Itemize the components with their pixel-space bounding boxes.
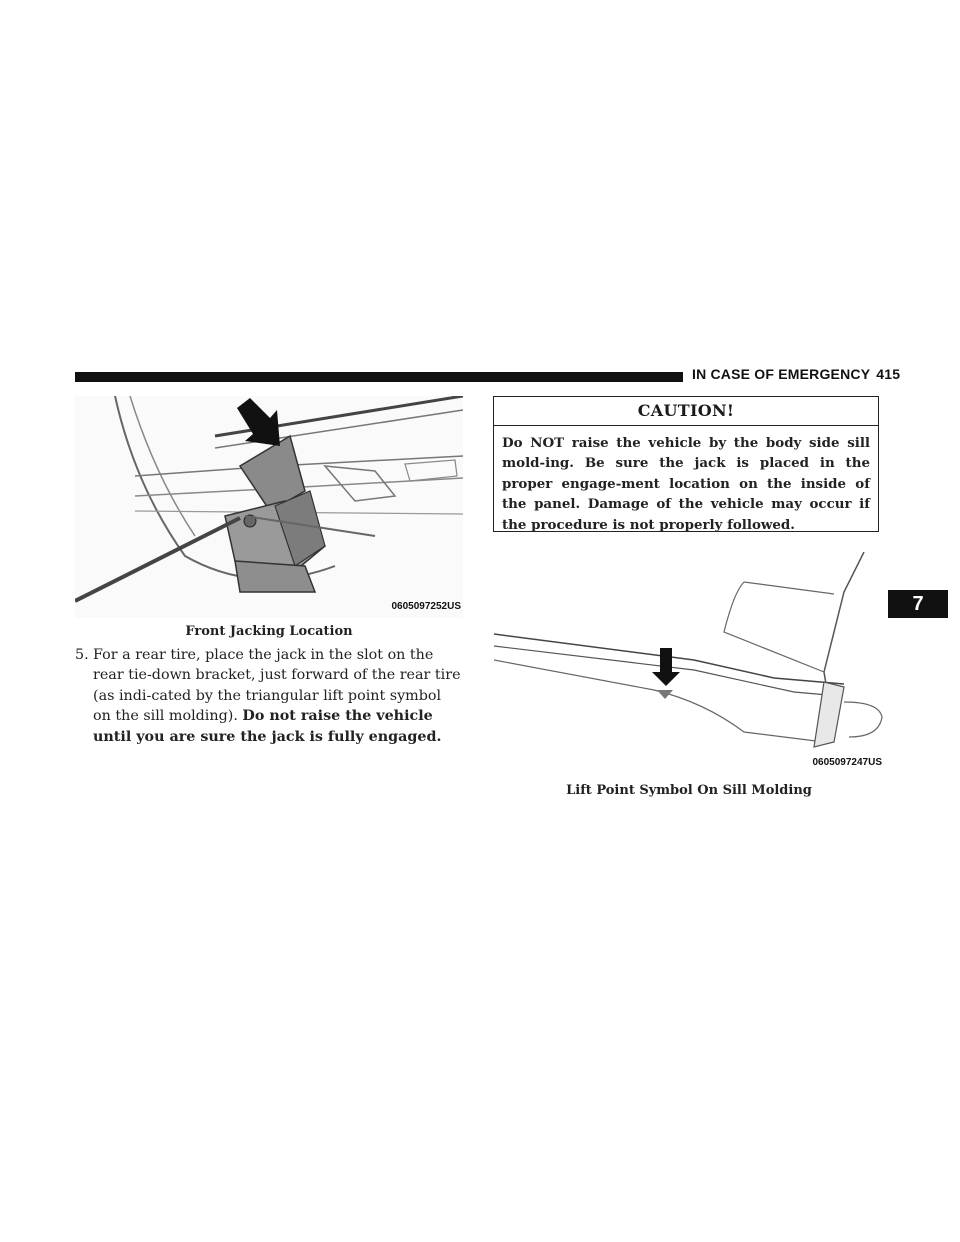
figure-code: 0605097247US [812,757,882,768]
running-header [692,366,901,382]
header-rule [75,372,683,382]
chapter-tab: 7 [888,590,948,618]
front-jacking-illustration [75,396,463,618]
caution-title: CAUTION! [494,397,878,426]
step-warning-text: Do not raise the vehicle until you are sure the jack is fully engaged. [93,708,442,745]
front-jacking-figure [75,396,463,618]
step-text: For a rear tire, place the jack in the slot on the rear tie-down bracket, just forward of the rear tire (as indi-cated by the triangular lift point symbol on the sill molding). [93,647,461,725]
lift-point-figure [494,552,884,774]
figure-code: 0605097252US [391,601,461,612]
step-5 [75,645,463,747]
lift-point-illustration [494,552,884,774]
section-title: IN CASE OF EMERGENCY [692,366,871,382]
figure-caption: Front Jacking Location [185,624,353,639]
page-number: 415 [876,366,901,382]
caution-box [493,396,879,532]
step-body [75,645,463,747]
caution-text: Do NOT raise the vehicle by the body side sill mold-ing. Be sure the jack is placed in the proper engage-ment location on the inside of the panel. Damage of the vehicle may occur if the procedure is not properly followed. [502,435,870,533]
figure-caption: Lift Point Symbol On Sill Molding [566,783,812,798]
step-number: 5. [75,647,89,663]
